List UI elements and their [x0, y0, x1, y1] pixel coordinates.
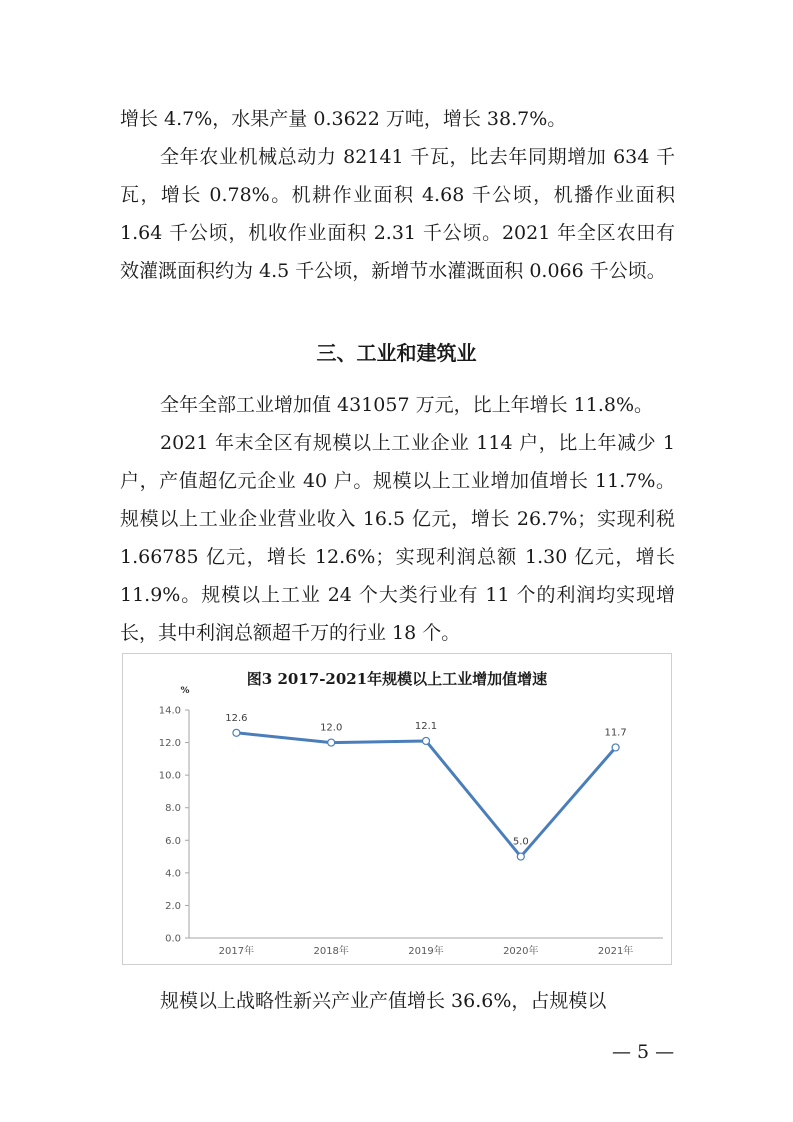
data-label: 11.7 [604, 727, 627, 739]
x-tick-label: 2021年 [597, 946, 634, 957]
data-label: 12.0 [320, 722, 343, 734]
y-tick-label: 8.0 [165, 803, 181, 815]
data-label: 5.0 [512, 836, 529, 848]
x-tick-label: 2020年 [503, 946, 539, 957]
x-tick-label: 2019年 [408, 946, 444, 957]
paragraph-agri-machinery: 全年农业机械总动力 82141 千瓦，比去年同期增加 634 千瓦，增长 0.78%。机耕作业面积 4.68 千公顷，机播作业面积 1.64 千公顷，机收作业面积 2.31 千公顷。2021 年全区农田有效灌溉面积约为 4.5 千公顷，新增节水灌溉面积 0.066 千公顷。 [120, 146, 675, 282]
y-axis-label: % [180, 686, 190, 696]
y-tick-label: 12.0 [158, 738, 181, 750]
y-tick-label: 0.0 [165, 933, 181, 945]
data-point [233, 729, 240, 736]
chart-container [122, 653, 672, 965]
data-point [423, 737, 430, 744]
paragraph-industry-enterprises: 2021 年末全区有规模以上工业企业 114 户，比上年减少 1 户，产值超亿元企业 40 户。规模以上工业增加值增长 11.7%。规模以上工业企业营业收入 16.5 亿元，增长 26.7%；实现利税 1.66785 亿元，增长 12.6%；实现利润总额 1.30 亿元，增长 11.9%。规模以上工业 24 个大类行业有 11 个的利润均实现增长，其中利润总额超千万的行业 18 个。 [120, 432, 675, 644]
data-label: 12.6 [225, 712, 248, 724]
x-axis-ticks [219, 944, 634, 957]
y-tick-label: 4.0 [165, 868, 181, 880]
y-tick-label: 6.0 [165, 835, 181, 847]
paragraph-fruit-output: 增长 4.7%，水果产量 0.3622 万吨，增长 38.7%。 [120, 108, 567, 130]
section-heading: 三、工业和建筑业 [316, 341, 477, 365]
line-chart [123, 654, 671, 964]
paragraph-industry-value: 全年全部工业增加值 431057 万元，比上年增长 11.8%。 [160, 394, 654, 416]
data-label: 12.1 [414, 720, 438, 732]
chart-series [233, 729, 619, 860]
series-line [236, 733, 615, 857]
paragraph-strategic-industry: 规模以上战略性新兴产业产值增长 36.6%，占规模以 [160, 990, 607, 1012]
x-tick-label: 2017年 [218, 946, 255, 957]
data-point [517, 853, 524, 860]
chart-data-labels [225, 713, 626, 848]
page-number: — 5 — [612, 1041, 675, 1063]
y-tick-label: 10.0 [158, 770, 181, 782]
chart-title: 图3 2017-2021年规模以上工业增加值增速 [246, 670, 548, 688]
y-axis-ticks [159, 706, 189, 945]
data-point [328, 739, 335, 746]
y-tick-label: 2.0 [165, 900, 181, 912]
data-point [612, 744, 619, 751]
x-tick-label: 2018年 [313, 946, 349, 957]
y-tick-label: 14.0 [158, 705, 181, 717]
